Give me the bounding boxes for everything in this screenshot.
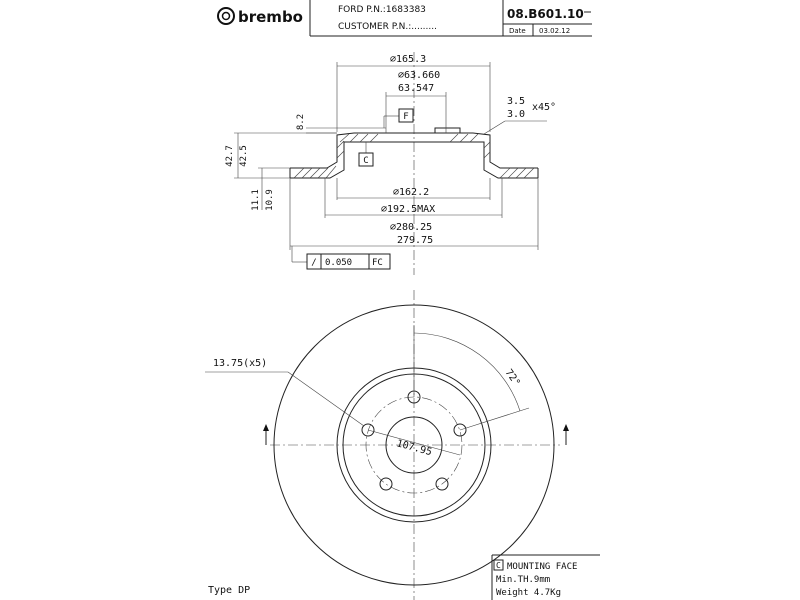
chamfer-value-2: 3.0 xyxy=(507,109,526,120)
dim-top-diameter: ∅165.3 xyxy=(390,54,427,65)
runout-tolerance-frame xyxy=(292,246,390,269)
brembo-logo xyxy=(218,8,303,26)
dim-hat-diameter: ∅192.5MAX xyxy=(381,204,436,215)
weight-note: Weight 4.7Kg xyxy=(496,588,562,598)
dim-inner-diameter: ∅162.2 xyxy=(393,187,430,198)
part-number: 08.B601.10 xyxy=(507,7,584,21)
tolerance-symbol: / xyxy=(311,258,317,268)
min-thickness-note: Min.TH.9mm xyxy=(496,575,551,585)
tolerance-reference: FC xyxy=(372,258,383,268)
customer-part-number: CUSTOMER P.N.:......... xyxy=(338,22,437,32)
date-label: Date xyxy=(509,27,526,35)
section-view xyxy=(225,52,556,275)
dim-hub-height: 8.2 xyxy=(296,113,306,131)
angle-dimension: 72° xyxy=(502,367,522,389)
mounting-face-letter: C xyxy=(496,561,501,570)
type-label: Type DP xyxy=(208,585,251,596)
front-view xyxy=(205,290,569,600)
chamfer-angle: x45° xyxy=(532,102,557,113)
pcd-dimension: 107.95 xyxy=(395,438,433,459)
hole-callout: 13.75(x5) xyxy=(213,358,268,369)
dim-hub-bore-min: 63.547 xyxy=(398,83,435,94)
section-arrow-right xyxy=(563,424,569,445)
rotor-profile xyxy=(290,128,538,178)
dim-hub-bore-max: ∅63.660 xyxy=(398,70,441,81)
brand-text: brembo xyxy=(238,8,303,26)
date-value: 03.02.12 xyxy=(539,27,571,35)
datum-c: C xyxy=(363,156,369,166)
mounting-face-label: MOUNTING FACE xyxy=(507,562,578,572)
dim-outer-diameter-min: 279.75 xyxy=(397,235,434,246)
title-block xyxy=(218,0,592,36)
dim-outer-diameter-max: ∅280.25 xyxy=(390,222,433,233)
dim-thickness-max: 11.1 xyxy=(251,189,261,211)
notes xyxy=(208,555,600,600)
ford-part-number: FORD P.N.:1683383 xyxy=(338,5,426,15)
dim-height-min: 42.5 xyxy=(239,145,249,167)
dim-height-max: 42.7 xyxy=(225,145,235,167)
datum-f: F xyxy=(403,112,409,122)
chamfer-value-1: 3.5 xyxy=(507,96,526,107)
tolerance-value: 0.050 xyxy=(325,258,353,268)
dim-thickness-min: 10.9 xyxy=(265,189,275,211)
bolt-hole xyxy=(380,478,392,490)
section-arrow-left xyxy=(263,424,269,445)
